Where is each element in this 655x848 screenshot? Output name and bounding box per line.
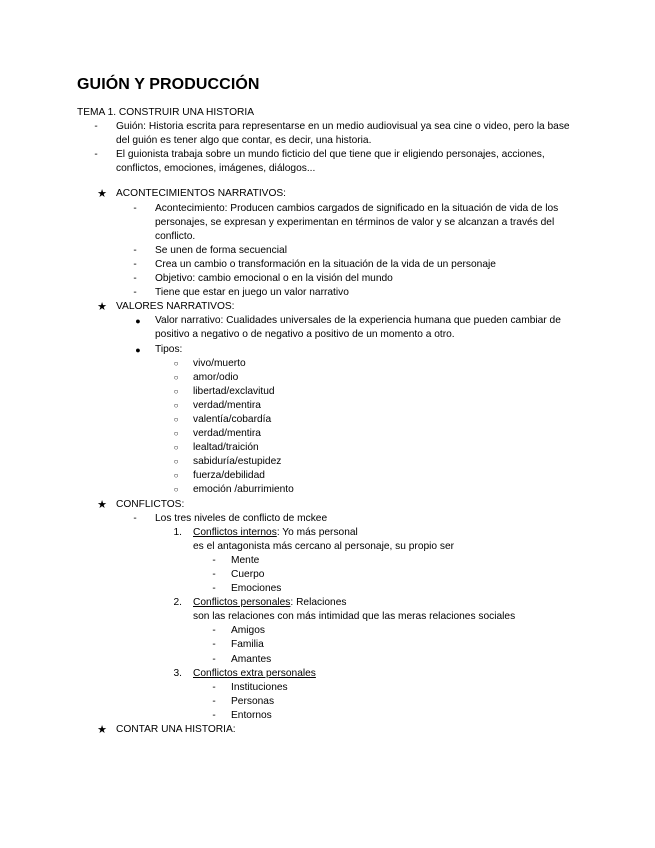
list-item-text: CONFLICTOS:	[116, 498, 185, 510]
conflict-level-suffix: : Yo más personal	[276, 526, 358, 538]
conflict-level-description	[0, 610, 655, 624]
list-marker: ★	[97, 301, 107, 314]
list-item-text: Instituciones	[231, 681, 288, 693]
list-item-text: Se unen de forma secuencial	[155, 244, 287, 256]
conflict-level-label: Conflictos extra personales	[193, 667, 316, 679]
acontecimiento-item	[0, 258, 655, 272]
list-marker: -	[212, 709, 216, 721]
conflict-sub-item	[0, 695, 655, 709]
list-marker: -	[94, 121, 98, 133]
section-contar	[0, 723, 655, 737]
list-item-text: Los tres niveles de conflicto de mckee	[155, 512, 328, 524]
valor-tipo-item	[0, 399, 655, 413]
conflict-sub-item	[0, 568, 655, 582]
valor-tipos-label	[0, 343, 655, 357]
list-marker: ★	[97, 498, 107, 511]
section-valores	[0, 300, 655, 314]
list-marker: ●	[135, 316, 141, 327]
valor-tipo-item	[0, 469, 655, 483]
list-item-text: Objetivo: cambio emocional o en la visión del mundo	[155, 273, 393, 285]
valor-definition	[0, 314, 655, 342]
section-conflictos	[0, 498, 655, 512]
list-item-text: Cuerpo	[231, 569, 265, 581]
conflict-sub-item	[0, 638, 655, 652]
list-marker: ○	[173, 358, 179, 368]
list-item-text: Tipos:	[155, 343, 183, 355]
valor-tipo-item	[0, 357, 655, 371]
intro-item	[0, 120, 655, 148]
list-item-text: CONTAR UNA HISTORIA:	[116, 724, 236, 736]
valor-tipo-item	[0, 427, 655, 441]
list-marker: -	[133, 273, 137, 285]
valor-tipo-item	[0, 413, 655, 427]
list-item-text: es el antagonista más cercano al personaje, su propio ser	[193, 540, 455, 552]
conflict-level-label: Conflictos personales	[193, 597, 291, 609]
conflict-sub-item	[0, 554, 655, 568]
topic-heading-text: TEMA 1. CONSTRUIR UNA HISTORIA	[77, 107, 254, 118]
list-marker: -	[212, 554, 216, 566]
list-marker: ★	[97, 724, 107, 737]
intro-item	[0, 148, 655, 176]
conflict-level-title	[193, 596, 575, 610]
list-item-text: Amantes	[231, 653, 272, 665]
section-acontecimientos	[0, 187, 655, 201]
list-item-text: Personas	[231, 695, 275, 707]
list-item-text: Familia	[231, 639, 264, 651]
conflict-level-label: Conflictos internos	[193, 526, 277, 538]
list-item-text: Acontecimiento: Producen cambios cargados de significado en la situación de vida de los personajes, se expresan y experimentan en términos de valor y se alcanzan a través del conflicto.	[155, 202, 559, 242]
list-marker: -	[212, 583, 216, 595]
list-marker: ○	[173, 386, 179, 396]
list-marker: -	[94, 149, 98, 161]
list-item-text: libertad/exclavitud	[193, 385, 275, 397]
list-marker: -	[212, 681, 216, 693]
conflictos-intro	[0, 512, 655, 526]
list-marker: -	[133, 287, 137, 299]
list-marker: -	[133, 512, 137, 524]
conflict-level	[0, 667, 655, 681]
list-item-text: ACONTECIMIENTOS NARRATIVOS:	[116, 188, 286, 200]
valor-tipo-item	[0, 371, 655, 385]
page-title: GUIÓN Y PRODUCCIÓN	[77, 76, 260, 93]
conflict-sub-item	[0, 653, 655, 667]
list-marker: ○	[173, 429, 179, 439]
topic-heading	[0, 106, 655, 120]
list-marker: ○	[173, 471, 179, 481]
list-item-text: lealtad/traición	[193, 442, 259, 454]
list-marker: ●	[135, 344, 141, 355]
list-marker: -	[133, 258, 137, 270]
list-marker: -	[133, 202, 137, 214]
conflict-level-suffix: : Relaciones	[290, 597, 347, 609]
list-item-text: Entornos	[231, 709, 272, 721]
list-number: 2.	[173, 597, 182, 609]
acontecimiento-item	[0, 244, 655, 258]
list-marker: -	[133, 244, 137, 256]
list-marker: -	[212, 569, 216, 581]
valor-tipo-item	[0, 441, 655, 455]
conflict-level	[0, 526, 655, 540]
list-marker: ○	[173, 485, 179, 495]
conflict-sub-item	[0, 624, 655, 638]
conflict-sub-item	[0, 709, 655, 723]
list-marker: -	[212, 653, 216, 665]
list-item-text: Tiene que estar en juego un valor narrativo	[155, 287, 349, 299]
list-item-text: Amigos	[231, 625, 265, 637]
valor-tipo-item	[0, 385, 655, 399]
acontecimiento-item	[0, 202, 655, 244]
list-item-text: fuerza/debilidad	[193, 470, 265, 482]
list-item-text: verdad/mentira	[193, 428, 261, 440]
list-item-text: VALORES NARRATIVOS:	[116, 301, 235, 313]
list-item-text: amor/odio	[193, 371, 239, 383]
conflict-sub-item	[0, 681, 655, 695]
list-marker: -	[212, 639, 216, 651]
list-marker: ★	[97, 188, 107, 201]
conflict-sub-item	[0, 582, 655, 596]
document-body	[0, 106, 655, 737]
conflict-level-title	[193, 667, 575, 681]
list-marker: ○	[173, 400, 179, 410]
conflict-level-title	[193, 526, 575, 540]
list-item-text: sabiduría/estupidez	[193, 456, 282, 468]
list-item-text: vivo/muerto	[193, 357, 246, 369]
acontecimiento-item	[0, 286, 655, 300]
list-number: 1.	[173, 526, 182, 538]
list-item-text: Valor narrativo: Cualidades universales de la experiencia humana que pueden cambiar de positivo a negativo o de negativo a positivo de un momento a otro.	[155, 315, 561, 341]
list-marker: ○	[173, 443, 179, 453]
conflict-level	[0, 596, 655, 610]
list-item-text: valentía/cobardía	[193, 413, 272, 425]
list-item-text: Mente	[231, 554, 260, 566]
list-item-text: son las relaciones con más intimidad que las meras relaciones sociales	[193, 611, 516, 623]
conflict-level-description	[0, 540, 655, 554]
list-item-text: emoción /aburrimiento	[193, 484, 294, 496]
list-marker: ○	[173, 372, 179, 382]
list-item-text: Crea un cambio o transformación en la situación de la vida de un personaje	[155, 258, 496, 270]
valor-tipo-item	[0, 455, 655, 469]
list-item-text: Guión: Historia escrita para representarse en un medio audiovisual ya sea cine o video, pero la base del guión es tener algo que contar, es decir, una historia.	[116, 121, 570, 147]
list-marker: ○	[173, 457, 179, 467]
list-item-text: Emociones	[231, 583, 282, 595]
list-marker: ○	[173, 414, 179, 424]
list-marker: -	[212, 625, 216, 637]
list-item-text: verdad/mentira	[193, 399, 261, 411]
list-item-text: El guionista trabaja sobre un mundo ficticio del que tiene que ir eligiendo personajes, acciones, conflictos, emociones, imágenes, diálogos...	[116, 149, 545, 175]
list-marker: -	[212, 695, 216, 707]
valor-tipo-item	[0, 483, 655, 497]
acontecimiento-item	[0, 272, 655, 286]
list-number: 3.	[173, 667, 182, 679]
